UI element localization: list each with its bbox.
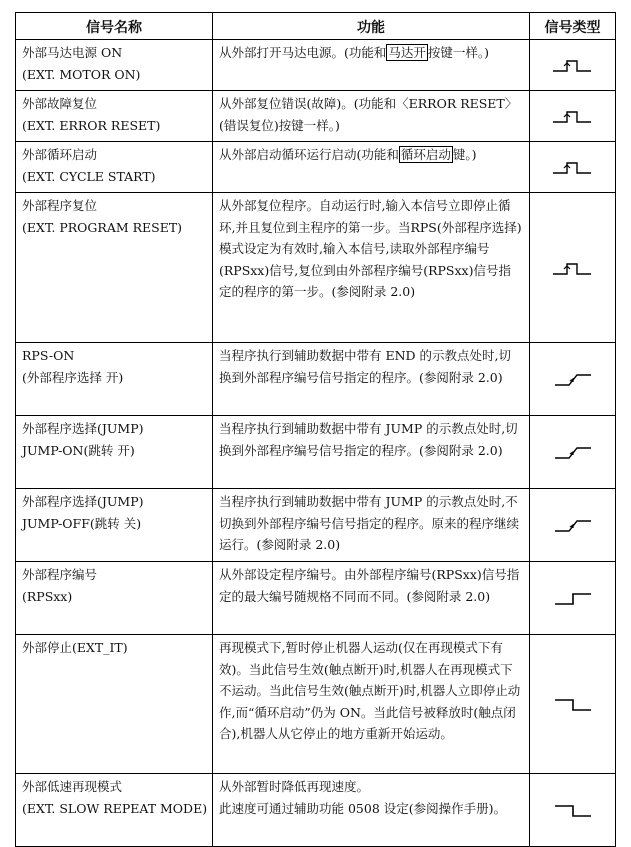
function-text: 从外部启动循环运行启动(功能和 xyxy=(219,147,399,162)
level-down-icon xyxy=(551,697,595,713)
signal-name-cell xyxy=(16,193,213,343)
signal-type-cell xyxy=(530,416,616,489)
signal-table xyxy=(15,12,616,847)
signal-type-cell xyxy=(530,193,616,343)
function-cell xyxy=(213,343,530,416)
rise-edge-icon xyxy=(551,445,595,461)
table-row xyxy=(16,142,616,193)
signal-name-cn: 外部停止(EXT_IT) xyxy=(22,640,128,655)
table-row xyxy=(16,489,616,562)
signal-name-cell xyxy=(16,635,213,774)
signal-name-en: (EXT. PROGRAM RESET) xyxy=(22,219,183,235)
rise-edge-icon xyxy=(551,372,595,388)
signal-type-cell xyxy=(530,91,616,142)
signal-name-cn: 外部程序编号 xyxy=(22,567,98,582)
signal-name-cell xyxy=(16,142,213,193)
pulse-up-icon xyxy=(551,58,595,74)
table-row xyxy=(16,774,616,847)
signal-name-en: (EXT. MOTOR ON) xyxy=(22,66,141,82)
signal-name-cn: 外部循环启动 xyxy=(22,147,98,162)
signal-name-en: JUMP-OFF(跳转 关) xyxy=(22,515,142,531)
signal-name-cell xyxy=(16,774,213,847)
signal-type-cell xyxy=(530,343,616,416)
function-text: 从外部复位程序。自动运行时,输入本信号立即停止循环,并且复位到主程序的第一步。当RPS(外部程序选择)模式设定为有效时,输入本信号,读取外部程序编号(RPSxx)信号,复位到由外部程序编号(RPSxx)信号指定的程序的第一步。(参阅附录 2.0) xyxy=(219,198,522,299)
signal-name-en: (EXT. ERROR RESET) xyxy=(22,117,161,133)
function-text: 从外部设定程序编号。由外部程序编号(RPSxx)信号指定的最大编号随规格不同而不同。(参阅附录 2.0) xyxy=(219,567,520,604)
pulse-up-icon xyxy=(551,160,595,176)
signal-name-cn: (外部程序选择 开) xyxy=(22,369,124,385)
table-row xyxy=(16,635,616,774)
function-cell xyxy=(213,142,530,193)
level-down-icon xyxy=(551,803,595,819)
signal-name-cn: 外部低速再现模式 xyxy=(22,779,123,794)
function-cell xyxy=(213,416,530,489)
rise-edge-icon xyxy=(551,518,595,534)
signal-name-cell xyxy=(16,91,213,142)
function-cell xyxy=(213,774,530,847)
function-cell xyxy=(213,562,530,635)
header-signal-name: 信号名称 xyxy=(16,13,213,40)
signal-name-en: (EXT. CYCLE START) xyxy=(22,168,156,184)
signal-name-en: RPS-ON xyxy=(22,348,75,363)
table-row xyxy=(16,562,616,635)
signal-type-cell xyxy=(530,142,616,193)
function-cell xyxy=(213,40,530,91)
signal-name-cell xyxy=(16,40,213,91)
key-label-box: 循环启动 xyxy=(400,147,451,162)
function-cell xyxy=(213,635,530,774)
function-text: 按键一样。) xyxy=(427,45,490,60)
level-up-icon xyxy=(551,591,595,607)
signal-name-cell xyxy=(16,416,213,489)
function-text: 此速度可通过辅助功能 0508 设定(参阅操作手册)。 xyxy=(219,800,507,816)
signal-type-cell xyxy=(530,489,616,562)
signal-type-cell xyxy=(530,635,616,774)
function-cell xyxy=(213,193,530,343)
function-cell xyxy=(213,489,530,562)
table-row xyxy=(16,91,616,142)
signal-name-cn: 外部程序选择(JUMP) xyxy=(22,421,144,436)
pulse-up-icon xyxy=(551,261,595,277)
signal-name-cn: 外部程序复位 xyxy=(22,198,98,213)
table-row xyxy=(16,40,616,91)
table-row xyxy=(16,343,616,416)
signal-type-cell xyxy=(530,562,616,635)
function-text: 从外部暂时降低再现速度。 xyxy=(219,779,370,794)
function-cell xyxy=(213,91,530,142)
function-text: 从外部打开马达电源。(功能和 xyxy=(219,45,387,60)
signal-type-cell xyxy=(530,40,616,91)
signal-name-cn: 外部马达电源 ON xyxy=(22,45,123,60)
table-row xyxy=(16,193,616,343)
function-text: 当程序执行到辅助数据中带有 JUMP 的示教点处时,切换到外部程序编号信号指定的程序。(参阅附录 2.0) xyxy=(219,421,518,458)
signal-name-en: (RPSxx) xyxy=(22,588,73,604)
signal-name-en: (EXT. SLOW REPEAT MODE) xyxy=(22,800,208,816)
table-row xyxy=(16,416,616,489)
pulse-up-icon xyxy=(551,109,595,125)
signal-type-cell xyxy=(530,774,616,847)
header-signal-type: 信号类型 xyxy=(530,13,616,40)
header-row xyxy=(16,13,616,40)
header-function: 功能 xyxy=(213,13,530,40)
function-text: 键。) xyxy=(452,147,477,162)
signal-name-cn: 外部程序选择(JUMP) xyxy=(22,494,144,509)
function-text: 再现模式下,暂时停止机器人运动(仅在再现模式下有效)。当此信号生效(触点断开)时,机器人在再现模式下不运动。当此信号生效(触点断开)时,机器人立即停止动作,而“循环启动”仍为 ON。当此信号被释放时(触点闭合),机器人从它停止的地方重新开始运动。 xyxy=(219,640,521,741)
function-text: 从外部复位错误(故障)。(功能和〈ERROR RESET〉(错误复位)按键一样。) xyxy=(219,96,518,133)
signal-name-cell xyxy=(16,562,213,635)
function-text: 当程序执行到辅助数据中带有 JUMP 的示教点处时,不切换到外部程序编号信号指定的程序。原来的程序继续运行。(参阅附录 2.0) xyxy=(219,494,520,552)
signal-name-cell xyxy=(16,489,213,562)
function-text: 当程序执行到辅助数据中带有 END 的示教点处时,切换到外部程序编号信号指定的程序。(参阅附录 2.0) xyxy=(219,348,512,385)
signal-name-cell xyxy=(16,343,213,416)
signal-name-cn: 外部故障复位 xyxy=(22,96,98,111)
signal-name-en: JUMP-ON(跳转 开) xyxy=(22,442,135,458)
key-label-box: 马达开 xyxy=(388,45,426,60)
